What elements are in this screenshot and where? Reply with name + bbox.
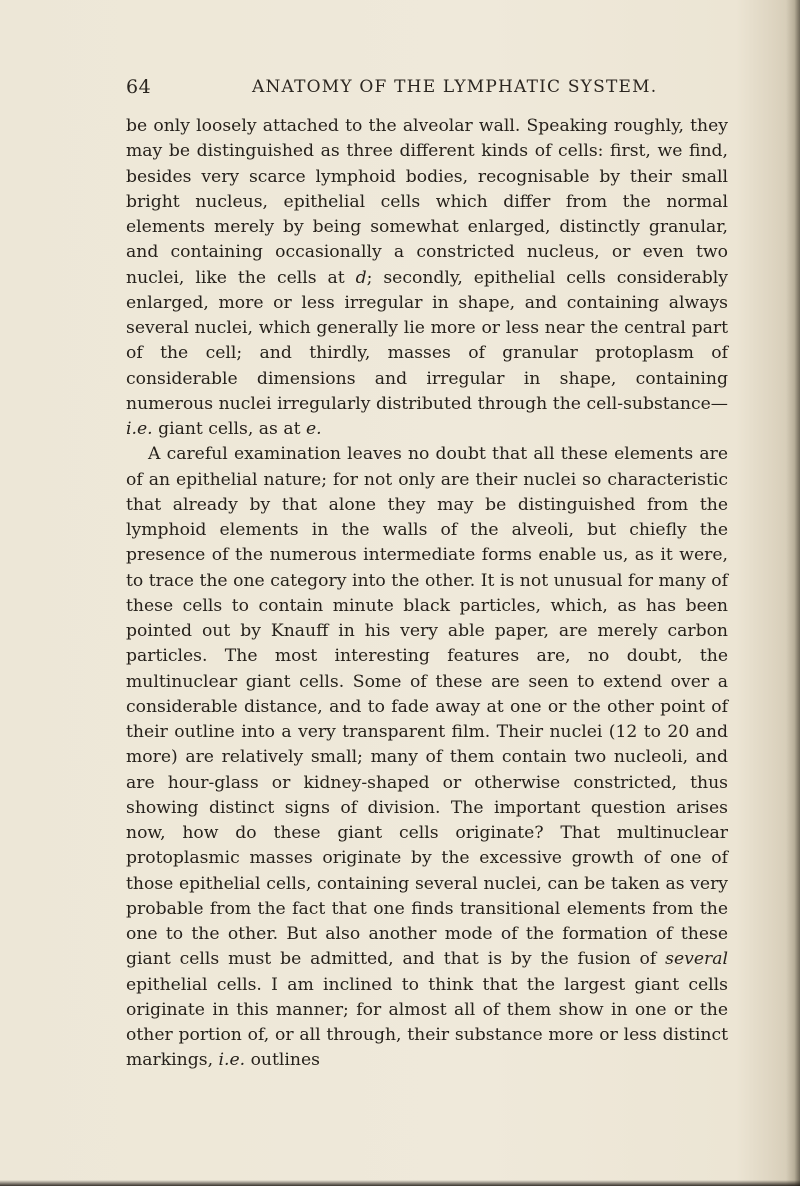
page-bottom-edge — [0, 1180, 800, 1186]
text-run: outlines — [245, 1050, 320, 1071]
page-edge-shadow — [786, 0, 800, 1186]
running-head: ANATOMY OF THE LYMPHATIC SYSTEM. — [252, 77, 658, 97]
italic-run: e. — [305, 419, 322, 439]
page-header — [126, 76, 726, 104]
text-run: epithelial cells. I am inclined to think that the largest giant cells originate in this manner; for almost all of them show in one or the other portion of, or all through, their substance more or less distinct markings, — [126, 974, 728, 1071]
italic-run: d — [355, 267, 367, 288]
italic-run: i.e. — [218, 1050, 246, 1071]
text-run: giant cells, as at — [152, 419, 306, 439]
paragraph-2 — [126, 442, 728, 1073]
paragraph-1 — [126, 114, 728, 442]
text-run: A careful examination leaves no doubt that all these elements are of an epithelial nature; for not only are their nuclei so characteristic that already by that alone they may be distinguished from the lymphoid elements in the walls of the alveoli, but chiefly the presence of the numerous intermediate forms enable us, as it were, to trace the one category into the other. It is not unusual for many of these cells to contain minute black particles, which, as has been pointed out by Knauff in his very able paper, are merely carbon particles. The most interesting features are, no doubt, the multinuclear giant cells. Some of these are seen to extend over a considerable distance, and to fade away at one or the other point of their outline into a very transparent film. Their nuclei (12 to 20 and more) are relatively small; many of them contain two nucleoli, and are hour-glass or kidney-shaped or otherwise constricted, thus showing distinct signs of division. The important question arises now, how do these giant cells originate? That multinuclear protoplasmic masses originate by the excessive growth of one of those epithelial cells, containing several nuclei, can be taken as very probable from the fact that one finds transitional elements from the one to the other. But also another mode of the formation of these giant cells must be admitted, and that is by the fusion of — [126, 444, 728, 970]
text-run: ; secondly, epithelial cells considerably enlarged, more or less irregular in shape, and containing always several nuclei, which generally lie more or less near the central part of the cell; and thirdly, masses of granular protoplasm of considerable dimensions and irregular in shape, containing numerous nuclei irregularly distributed through the cell-substance— — [126, 267, 728, 414]
italic-run: several — [665, 949, 728, 970]
text-run: be only loosely attached to the alveolar wall. Speaking roughly, they may be distinguished as three different kinds of cells: first, we find, besides very scarce lymphoid bodies, recognisable by their small bright nucleus, epithelial cells which differ from the normal elements merely by being somewhat enlarged, distinctly granular, and containing occasionally a constricted nucleus, or even two nuclei, like the cells at — [126, 116, 728, 288]
italic-run: i.e. — [126, 419, 153, 439]
body-text — [126, 114, 728, 1074]
page-number: 64 — [126, 76, 152, 98]
